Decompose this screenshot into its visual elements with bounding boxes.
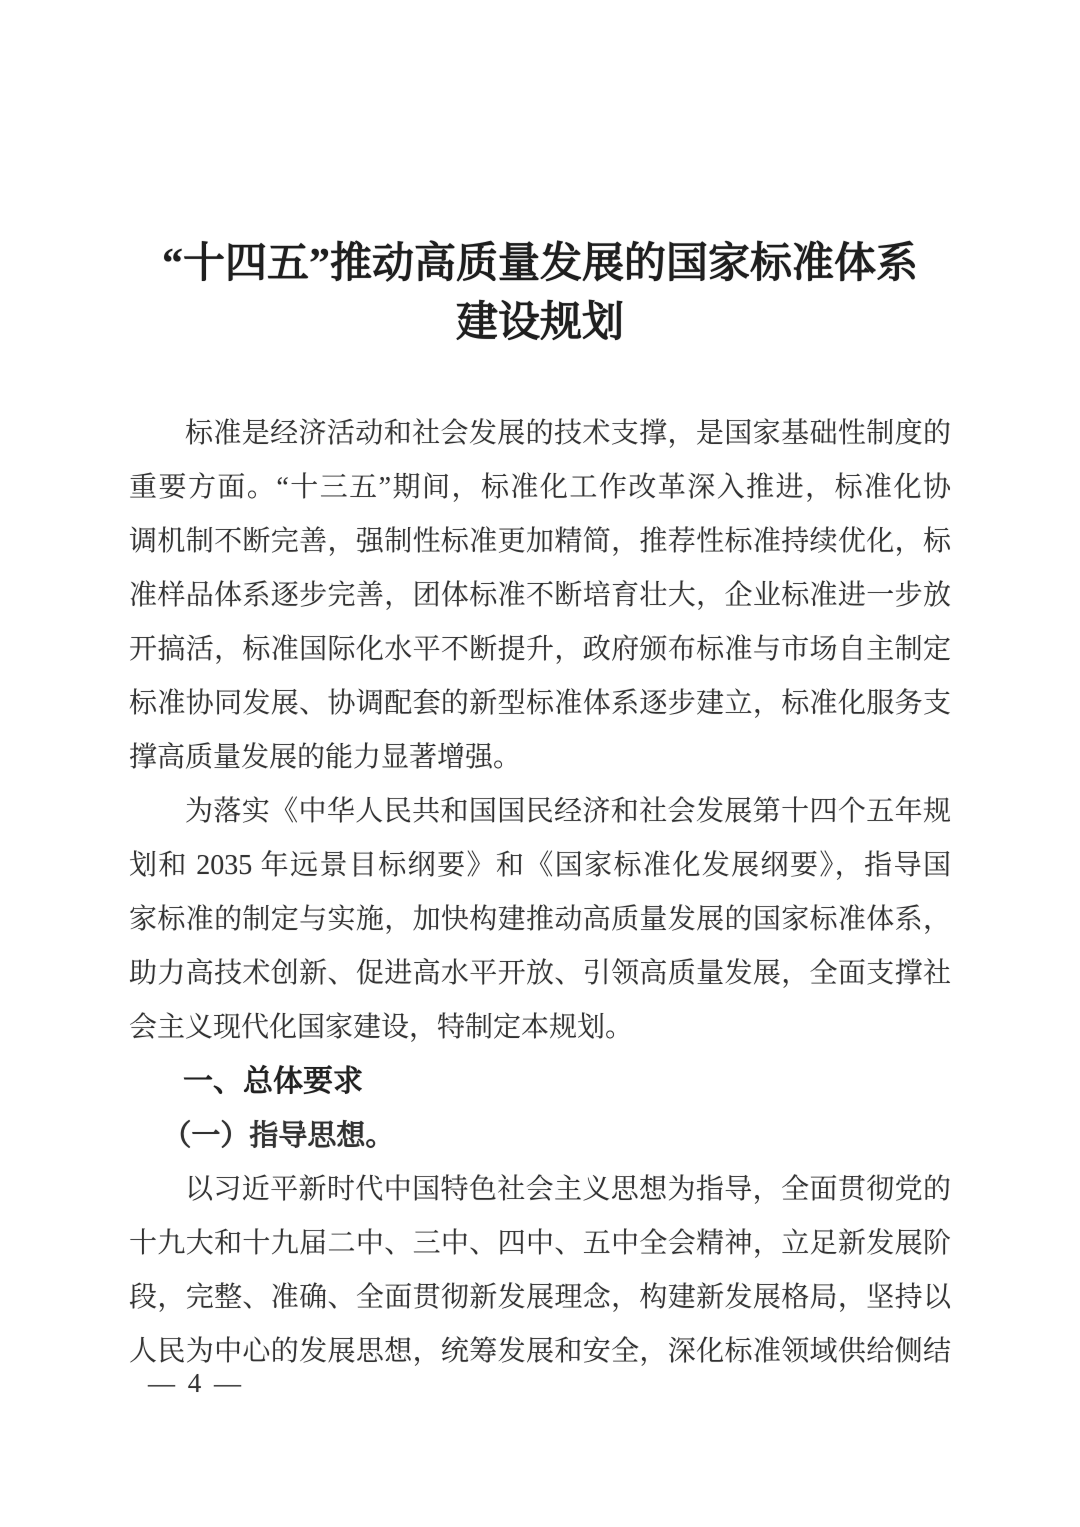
document-title (129, 235, 951, 353)
text-line: 为落实《中华人民共和国国民经济和社会发展第十四个五年规 (185, 796, 951, 827)
text-line: 以习近平新时代中国特色社会主义思想为指导，全面贯彻党的 (185, 1174, 951, 1205)
text-line: 助力高技术创新、促进高水平开放、引领高质量发展，全面支撑社 (129, 958, 951, 989)
subsection-heading: （一）指导思想。 (162, 1120, 395, 1152)
text-line: 调机制不断完善，强制性标准更加精简，推荐性标准持续优化，标 (129, 526, 951, 557)
page-number: — 4 — (148, 1368, 244, 1398)
section-heading: 一、总体要求 (183, 1065, 363, 1098)
document-body (129, 407, 951, 1379)
title-line-2: 建设规划 (455, 300, 624, 346)
text-line: 人民为中心的发展思想，统筹发展和安全，深化标准领域供给侧结 (129, 1336, 951, 1367)
text-line: 开搞活，标准国际化水平不断提升，政府颁布标准与市场自主制定 (129, 634, 951, 665)
title-line-1: “十四五”推动高质量发展的国家标准体系 (161, 241, 918, 287)
text-line: 标准是经济活动和社会发展的技术支撑，是国家基础性制度的 (185, 418, 951, 449)
text-line: 标准协同发展、协调配套的新型标准体系逐步建立，标准化服务支 (129, 688, 951, 719)
text-line: 段，完整、准确、全面贯彻新发展理念，构建新发展格局，坚持以 (129, 1282, 951, 1313)
paragraph (129, 1163, 951, 1379)
text-line: 准样品体系逐步完善，团体标准不断培育壮大，企业标准进一步放 (129, 580, 951, 611)
text-line: 家标准的制定与实施，加快构建推动高质量发展的国家标准体系， (129, 904, 951, 935)
text-line: 撑高质量发展的能力显著增强。 (129, 742, 522, 773)
paragraph (129, 407, 951, 785)
text-line: 会主义现代化国家建设，特制定本规划。 (129, 1012, 634, 1043)
paragraph (129, 785, 951, 1055)
text-line: 重要方面。“十三五”期间，标准化工作改革深入推进，标准化协 (129, 472, 951, 503)
text-line: 划和 2035 年远景目标纲要》和《国家标准化发展纲要》，指导国 (129, 850, 951, 881)
text-line: 十九大和十九届二中、三中、四中、五中全会精神，立足新发展阶 (129, 1228, 951, 1259)
